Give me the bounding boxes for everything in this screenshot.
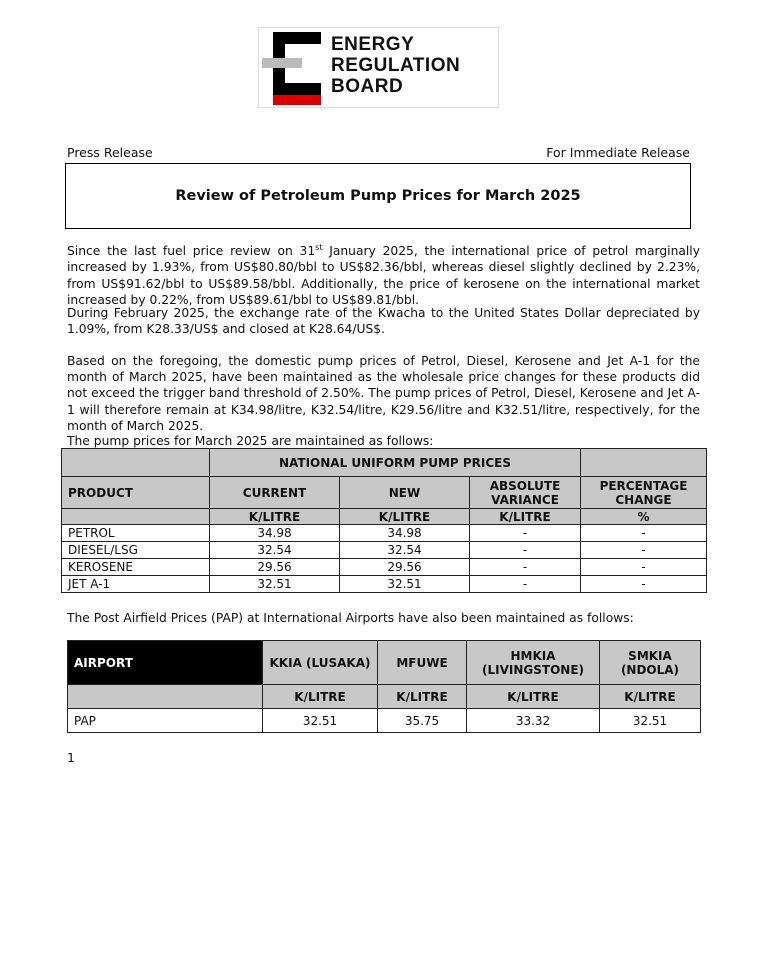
press-release-label: Press Release (67, 145, 153, 160)
paragraph-1: Since the last fuel price review on 31st January 2025, the international price of petrol marginally increased by 1.93%, from US$80.80/bbl to US$82.36/bbl, whereas diesel slightly declined by 2.23%, from US$91.62/bbl to US$89.58/bbl. Additionally, the price of kerosene on the international market increased by 0.22%, from US$89.61/bbl to US$89.81/bbl. (67, 243, 701, 307)
page-number: 1 (67, 750, 75, 765)
table-row: KEROSENE 29.56 29.56 - - (62, 559, 707, 576)
table-row: DIESEL/LSG 32.54 32.54 - - (62, 542, 707, 559)
paragraph-5: The Post Airfield Prices (PAP) at International Airports have also been maintained as follows: (67, 611, 634, 625)
table-row: PETROL 34.98 34.98 - - (62, 525, 707, 542)
table-row: PAP 32.51 35.75 33.32 32.51 (68, 709, 701, 733)
paragraph-4: The pump prices for March 2025 are maintained as follows: (67, 434, 434, 448)
pump-prices-table: NATIONAL UNIFORM PUMP PRICES PRODUCT CURRENT NEW ABSOLUTE VARIANCE PERCENTAGE CHANGE K/LITRE K/LITRE K/LITRE % PETROL 34.98 34.98 - - DIESEL/LSG 32.54 32.54 - - KEROSENE 29.56 29.56 - - JET A-1 32.51 32.51 - - (61, 448, 707, 593)
pap-table: AIRPORT KKIA (LUSAKA) MFUWE HMKIA (LIVINGSTONE) SMKIA (NDOLA) K/LITRE K/LITRE K/LITRE K/LITRE PAP 32.51 35.75 33.32 32.51 (67, 640, 701, 733)
group-header: NATIONAL UNIFORM PUMP PRICES (210, 449, 581, 477)
table-row: JET A-1 32.51 32.51 - - (62, 576, 707, 593)
document-title: Review of Petroleum Pump Prices for March 2025 (65, 163, 691, 229)
paragraph-2: During February 2025, the exchange rate of the Kwacha to the United States Dollar depreciated by 1.09%, from K28.33/US$ and closed at K28.64/US$. (67, 306, 700, 337)
paragraph-3: Based on the foregoing, the domestic pump prices of Petrol, Diesel, Kerosene and Jet A-1 for the month of March 2025, have been maintained as the wholesale price changes for these products did not exceed the trigger band threshold of 2.50%. The pump prices of Petrol, Diesel, Kerosene and Jet A-1 will therefore remain at K34.98/litre, K32.54/litre, K29.56/litre and K32.51/litre, respectively, for the month of March 2025. (67, 354, 700, 433)
erb-logo: ENERGY REGULATION BOARD (258, 27, 499, 108)
immediate-release-label: For Immediate Release (546, 145, 690, 160)
